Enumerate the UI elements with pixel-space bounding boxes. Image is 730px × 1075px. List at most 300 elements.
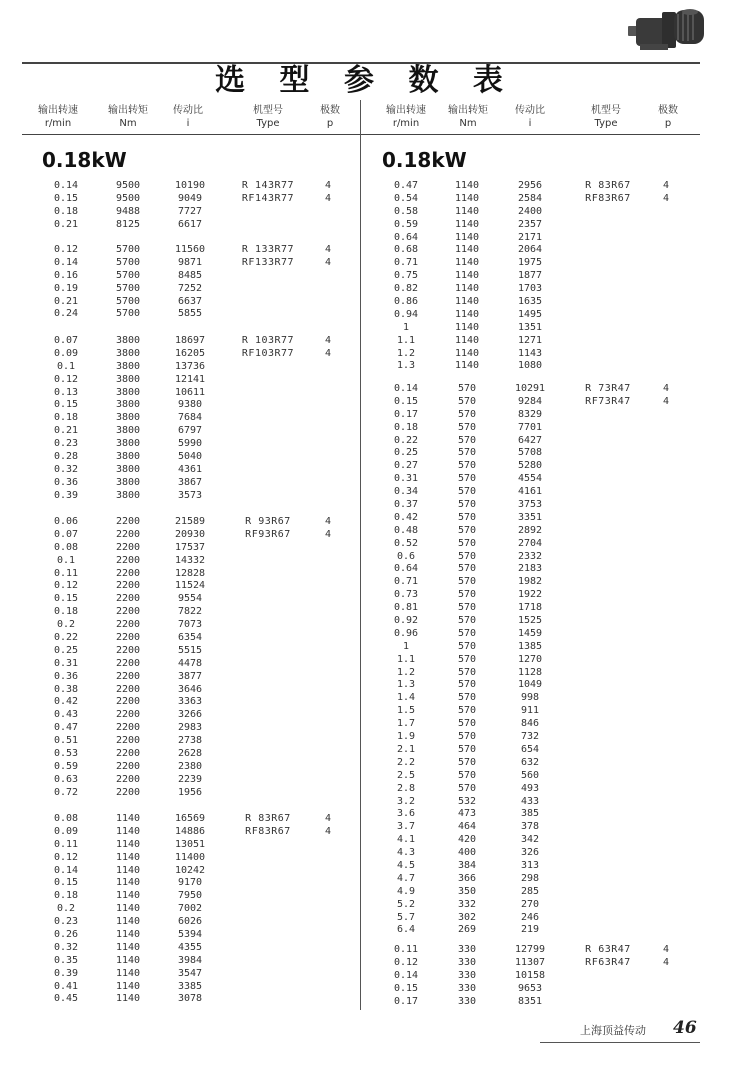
cell-ratio: 6354	[177, 632, 203, 644]
cell-torque: 570	[457, 615, 477, 627]
cell-torque: 1140	[454, 334, 480, 346]
cell-ratio: 5040	[177, 451, 203, 463]
cell-ratio: 12799	[514, 944, 546, 955]
cell-speed: 4.5	[396, 859, 416, 871]
cell-poles: 4	[662, 192, 670, 204]
cell-speed: 0.59	[393, 218, 419, 230]
cell-speed: 1.7	[396, 718, 416, 730]
cell-speed: 0.07	[53, 528, 79, 540]
cell-speed: 0.11	[393, 944, 419, 955]
cell-torque: 330	[457, 995, 477, 1007]
header-poles-left: 极数 p	[320, 105, 340, 129]
cell-speed: 0.14	[393, 969, 419, 981]
cell-torque: 1140	[115, 941, 141, 953]
cell-speed: 1.2	[396, 347, 416, 359]
cell-ratio: 1271	[517, 334, 543, 346]
cell-ratio: 5990	[177, 438, 203, 450]
cell-ratio: 285	[520, 885, 540, 897]
cell-speed: 5.7	[396, 911, 416, 923]
cell-ratio: 5855	[177, 308, 203, 320]
cell-torque: 384	[457, 859, 477, 871]
cell-ratio: 4355	[177, 941, 203, 953]
cell-torque: 2200	[115, 657, 141, 669]
cell-ratio: 1080	[517, 360, 543, 372]
cell-speed: 0.24	[53, 308, 79, 320]
cell-ratio: 16569	[174, 813, 206, 824]
header-ratio-left: 传动比 i	[173, 105, 203, 129]
cell-ratio: 3351	[517, 511, 543, 523]
header-speed-right: 输出转速 r/min	[386, 105, 426, 129]
cell-torque: 1140	[454, 321, 480, 333]
cell-speed: 0.1	[56, 554, 76, 566]
cell-ratio: 3984	[177, 954, 203, 966]
cell-torque: 1140	[454, 360, 480, 372]
cell-torque: 570	[457, 718, 477, 730]
cell-ratio: 6617	[177, 218, 203, 230]
page-title: 选 型 参 数 表	[215, 63, 515, 98]
cell-torque: 570	[457, 731, 477, 743]
cell-speed: 0.07	[53, 335, 79, 346]
cell-ratio: 219	[520, 924, 540, 936]
cell-type: R 103R77	[241, 335, 295, 346]
cell-ratio: 1351	[517, 321, 543, 333]
cell-type: RF93R67	[245, 528, 291, 540]
cell-torque: 2200	[115, 554, 141, 566]
cell-speed: 4.7	[396, 872, 416, 884]
cell-type: RF83R67	[585, 192, 631, 204]
cell-torque: 3800	[115, 386, 141, 398]
cell-torque: 532	[457, 795, 477, 807]
cell-ratio: 1956	[177, 786, 203, 798]
cell-ratio: 9380	[177, 399, 203, 411]
cell-torque: 1140	[115, 993, 141, 1005]
cell-torque: 570	[457, 576, 477, 588]
cell-speed: 0.15	[53, 192, 79, 204]
cell-speed: 0.18	[53, 205, 79, 217]
cell-torque: 3800	[115, 438, 141, 450]
cell-torque: 400	[457, 847, 477, 859]
cell-speed: 0.14	[53, 864, 79, 876]
cell-speed: 0.15	[53, 877, 79, 889]
cell-speed: 0.17	[393, 995, 419, 1007]
cell-speed: 0.81	[393, 602, 419, 614]
cell-ratio: 2704	[517, 537, 543, 549]
cell-poles: 4	[324, 825, 332, 837]
cell-speed: 0.12	[53, 244, 79, 255]
cell-torque: 570	[457, 499, 477, 511]
cell-torque: 1140	[454, 270, 480, 282]
cell-speed: 0.23	[53, 438, 79, 450]
cell-torque: 1140	[115, 903, 141, 915]
cell-torque: 570	[457, 434, 477, 446]
cell-speed: 0.96	[393, 627, 419, 639]
cell-ratio: 1703	[517, 283, 543, 295]
cell-torque: 570	[457, 550, 477, 562]
cell-speed: 0.51	[53, 735, 79, 747]
cell-torque: 5700	[115, 282, 141, 294]
column-divider	[360, 100, 361, 1010]
cell-torque: 2200	[115, 567, 141, 579]
cell-torque: 420	[457, 834, 477, 846]
cell-ratio: 5515	[177, 644, 203, 656]
cell-torque: 570	[457, 447, 477, 459]
cell-speed: 0.64	[393, 231, 419, 243]
cell-ratio: 2892	[517, 524, 543, 536]
cell-speed: 0.36	[53, 476, 79, 488]
cell-ratio: 9170	[177, 877, 203, 889]
cell-ratio: 3646	[177, 683, 203, 695]
cell-speed: 0.63	[53, 773, 79, 785]
cell-torque: 570	[457, 653, 477, 665]
cell-torque: 2200	[115, 606, 141, 618]
cell-ratio: 342	[520, 834, 540, 846]
cell-ratio: 1128	[517, 666, 543, 678]
cell-speed: 0.09	[53, 347, 79, 359]
cell-ratio: 10291	[514, 383, 546, 394]
cell-ratio: 493	[520, 782, 540, 794]
cell-speed: 0.68	[393, 244, 419, 256]
cell-speed: 0.21	[53, 295, 79, 307]
cell-speed: 0.18	[53, 606, 79, 618]
cell-ratio: 654	[520, 743, 540, 755]
cell-torque: 473	[457, 808, 477, 820]
cell-torque: 2200	[115, 670, 141, 682]
cell-speed: 2.2	[396, 756, 416, 768]
cell-speed: 0.12	[53, 580, 79, 592]
cell-speed: 1.9	[396, 731, 416, 743]
cell-ratio: 1459	[517, 627, 543, 639]
cell-speed: 0.14	[53, 180, 79, 191]
cell-speed: 0.45	[53, 993, 79, 1005]
cell-type: R 133R77	[241, 244, 295, 255]
cell-speed: 0.14	[393, 383, 419, 394]
cell-ratio: 4554	[517, 473, 543, 485]
cell-speed: 0.27	[393, 460, 419, 472]
cell-speed: 0.47	[393, 180, 419, 191]
cell-ratio: 911	[520, 705, 540, 717]
cell-poles: 4	[324, 516, 332, 527]
cell-ratio: 1635	[517, 296, 543, 308]
cell-poles: 4	[324, 192, 332, 204]
cell-torque: 570	[457, 679, 477, 691]
cell-speed: 0.18	[53, 890, 79, 902]
cell-ratio: 7684	[177, 412, 203, 424]
cell-type: RF103R77	[241, 347, 295, 359]
cell-torque: 5700	[115, 308, 141, 320]
cell-poles: 4	[662, 383, 670, 394]
cell-ratio: 2738	[177, 735, 203, 747]
cell-speed: 3.6	[396, 808, 416, 820]
cell-speed: 0.23	[53, 916, 79, 928]
cell-speed: 0.71	[393, 576, 419, 588]
cell-torque: 570	[457, 511, 477, 523]
cell-ratio: 14886	[174, 825, 206, 837]
cell-torque: 3800	[115, 451, 141, 463]
cell-torque: 9500	[115, 192, 141, 204]
cell-torque: 2200	[115, 541, 141, 553]
cell-ratio: 10242	[174, 864, 206, 876]
cell-torque: 3800	[115, 489, 141, 501]
cell-speed: 0.26	[53, 929, 79, 941]
cell-torque: 2200	[115, 683, 141, 695]
cell-torque: 2200	[115, 619, 141, 631]
cell-ratio: 2183	[517, 563, 543, 575]
cell-ratio: 9554	[177, 593, 203, 605]
cell-speed: 1	[402, 640, 410, 652]
cell-speed: 1.2	[396, 666, 416, 678]
cell-speed: 0.25	[53, 644, 79, 656]
cell-ratio: 560	[520, 769, 540, 781]
cell-ratio: 3753	[517, 499, 543, 511]
cell-torque: 2200	[115, 516, 141, 527]
cell-ratio: 3266	[177, 709, 203, 721]
cell-torque: 2200	[115, 528, 141, 540]
cell-speed: 1.1	[396, 653, 416, 665]
cell-torque: 5700	[115, 244, 141, 255]
cell-torque: 570	[457, 537, 477, 549]
cell-torque: 1140	[454, 180, 480, 191]
cell-speed: 0.09	[53, 825, 79, 837]
cell-speed: 0.36	[53, 670, 79, 682]
cell-torque: 570	[457, 666, 477, 678]
cell-ratio: 10158	[514, 969, 546, 981]
cell-torque: 1140	[454, 283, 480, 295]
cell-ratio: 11400	[174, 851, 206, 863]
cell-torque: 1140	[115, 954, 141, 966]
cell-ratio: 378	[520, 821, 540, 833]
cell-ratio: 6637	[177, 295, 203, 307]
cell-torque: 570	[457, 602, 477, 614]
cell-ratio: 8485	[177, 269, 203, 281]
cell-ratio: 5280	[517, 460, 543, 472]
power-heading-left: 0.18kW	[42, 148, 127, 172]
footer-rule	[540, 1042, 700, 1043]
cell-ratio: 11560	[174, 244, 206, 255]
cell-torque: 330	[457, 982, 477, 994]
cell-torque: 570	[457, 473, 477, 485]
cell-torque: 2200	[115, 696, 141, 708]
cell-poles: 4	[324, 813, 332, 824]
cell-speed: 0.18	[53, 412, 79, 424]
cell-speed: 5.2	[396, 898, 416, 910]
cell-speed: 1.4	[396, 692, 416, 704]
cell-speed: 0.34	[393, 486, 419, 498]
cell-speed: 0.52	[393, 537, 419, 549]
cell-torque: 1140	[115, 813, 141, 824]
cell-torque: 2200	[115, 760, 141, 772]
cell-ratio: 6026	[177, 916, 203, 928]
cell-ratio: 7822	[177, 606, 203, 618]
cell-speed: 6.4	[396, 924, 416, 936]
cell-ratio: 13736	[174, 360, 206, 372]
cell-speed: 0.41	[53, 980, 79, 992]
cell-poles: 4	[324, 335, 332, 346]
cell-speed: 0.11	[53, 567, 79, 579]
cell-torque: 1140	[454, 296, 480, 308]
cell-ratio: 1718	[517, 602, 543, 614]
cell-torque: 3800	[115, 335, 141, 346]
cell-speed: 0.22	[53, 632, 79, 644]
cell-torque: 1140	[454, 205, 480, 217]
cell-speed: 3.7	[396, 821, 416, 833]
cell-ratio: 3867	[177, 476, 203, 488]
cell-speed: 0.25	[393, 447, 419, 459]
cell-torque: 3800	[115, 412, 141, 424]
cell-ratio: 9871	[177, 256, 203, 268]
cell-speed: 0.2	[56, 903, 76, 915]
cell-speed: 1.3	[396, 679, 416, 691]
header-poles-right: 极数 p	[658, 105, 678, 129]
cell-torque: 2200	[115, 748, 141, 760]
cell-type: R 63R47	[585, 944, 631, 955]
cell-ratio: 4478	[177, 657, 203, 669]
cell-speed: 0.32	[53, 463, 79, 475]
cell-ratio: 21589	[174, 516, 206, 527]
cell-torque: 3800	[115, 476, 141, 488]
cell-speed: 4.1	[396, 834, 416, 846]
cell-torque: 2200	[115, 709, 141, 721]
cell-poles: 4	[324, 244, 332, 255]
cell-ratio: 8329	[517, 408, 543, 420]
cell-speed: 0.54	[393, 192, 419, 204]
cell-ratio: 6797	[177, 425, 203, 437]
cell-type: RF143R77	[241, 192, 295, 204]
cell-torque: 8125	[115, 218, 141, 230]
cell-torque: 1140	[115, 877, 141, 889]
cell-ratio: 6427	[517, 434, 543, 446]
cell-speed: 0.08	[53, 541, 79, 553]
footer-company: 上海顶益传动	[580, 1024, 646, 1037]
cell-ratio: 2332	[517, 550, 543, 562]
cell-speed: 0.92	[393, 615, 419, 627]
cell-speed: 0.31	[393, 473, 419, 485]
cell-ratio: 9284	[517, 395, 543, 407]
cell-ratio: 18697	[174, 335, 206, 346]
cell-speed: 1.1	[396, 334, 416, 346]
header-torque-left: 输出转矩 Nm	[108, 105, 148, 129]
cell-speed: 0.18	[393, 421, 419, 433]
cell-torque: 570	[457, 486, 477, 498]
cell-ratio: 1525	[517, 615, 543, 627]
cell-torque: 570	[457, 589, 477, 601]
cell-ratio: 3385	[177, 980, 203, 992]
cell-torque: 570	[457, 769, 477, 781]
cell-ratio: 2628	[177, 748, 203, 760]
cell-poles: 4	[324, 180, 332, 191]
cell-type: RF133R77	[241, 256, 295, 268]
cell-speed: 0.6	[396, 550, 416, 562]
cell-ratio: 270	[520, 898, 540, 910]
cell-type: RF73R47	[585, 395, 631, 407]
cell-torque: 464	[457, 821, 477, 833]
cell-torque: 570	[457, 627, 477, 639]
cell-ratio: 3877	[177, 670, 203, 682]
cell-torque: 1140	[115, 838, 141, 850]
cell-speed: 0.21	[53, 425, 79, 437]
cell-poles: 4	[324, 528, 332, 540]
cell-torque: 570	[457, 460, 477, 472]
cell-ratio: 433	[520, 795, 540, 807]
cell-ratio: 846	[520, 718, 540, 730]
cell-speed: 1.5	[396, 705, 416, 717]
header-type-left: 机型号 Type	[253, 105, 283, 129]
cell-speed: 0.37	[393, 499, 419, 511]
cell-ratio: 313	[520, 859, 540, 871]
cell-torque: 3800	[115, 360, 141, 372]
cell-torque: 350	[457, 885, 477, 897]
cell-torque: 570	[457, 563, 477, 575]
cell-ratio: 326	[520, 847, 540, 859]
cell-torque: 3800	[115, 399, 141, 411]
cell-poles: 4	[662, 180, 670, 191]
cell-speed: 4.3	[396, 847, 416, 859]
cell-torque: 332	[457, 898, 477, 910]
cell-ratio: 20930	[174, 528, 206, 540]
cell-ratio: 3573	[177, 489, 203, 501]
cell-speed: 1	[402, 321, 410, 333]
cell-speed: 0.48	[393, 524, 419, 536]
cell-speed: 0.28	[53, 451, 79, 463]
cell-ratio: 1495	[517, 308, 543, 320]
cell-speed: 0.75	[393, 270, 419, 282]
cell-type: RF63R47	[585, 956, 631, 968]
page-number: 46	[673, 1018, 697, 1038]
cell-torque: 1140	[454, 192, 480, 204]
cell-ratio: 2171	[517, 231, 543, 243]
header-speed-left: 输出转速 r/min	[38, 105, 78, 129]
cell-torque: 1140	[115, 980, 141, 992]
cell-ratio: 5394	[177, 929, 203, 941]
cell-ratio: 3363	[177, 696, 203, 708]
cell-torque: 3800	[115, 463, 141, 475]
cell-torque: 330	[457, 969, 477, 981]
cell-torque: 1140	[454, 244, 480, 256]
cell-speed: 0.42	[53, 696, 79, 708]
cell-ratio: 246	[520, 911, 540, 923]
cell-speed: 0.82	[393, 283, 419, 295]
cell-ratio: 2380	[177, 760, 203, 772]
cell-torque: 1140	[454, 347, 480, 359]
power-heading-right: 0.18kW	[382, 148, 467, 172]
cell-ratio: 1877	[517, 270, 543, 282]
cell-speed: 2.1	[396, 743, 416, 755]
cell-ratio: 7701	[517, 421, 543, 433]
cell-speed: 0.73	[393, 589, 419, 601]
cell-type: R 73R47	[585, 383, 631, 394]
cell-ratio: 2357	[517, 218, 543, 230]
cell-speed: 0.13	[53, 386, 79, 398]
cell-speed: 0.43	[53, 709, 79, 721]
cell-torque: 1140	[115, 967, 141, 979]
header-type-right: 机型号 Type	[591, 105, 621, 129]
cell-torque: 2200	[115, 722, 141, 734]
cell-speed: 0.14	[53, 256, 79, 268]
cell-ratio: 9049	[177, 192, 203, 204]
cell-speed: 0.53	[53, 748, 79, 760]
cell-speed: 4.9	[396, 885, 416, 897]
cell-torque: 1140	[115, 851, 141, 863]
header-torque-right: 输出转矩 Nm	[448, 105, 488, 129]
cell-torque: 2200	[115, 644, 141, 656]
cell-ratio: 10611	[174, 386, 206, 398]
cell-speed: 0.2	[56, 619, 76, 631]
cell-torque: 1140	[454, 308, 480, 320]
cell-ratio: 3547	[177, 967, 203, 979]
cell-speed: 0.59	[53, 760, 79, 772]
cell-ratio: 2239	[177, 773, 203, 785]
cell-ratio: 5708	[517, 447, 543, 459]
cell-torque: 302	[457, 911, 477, 923]
